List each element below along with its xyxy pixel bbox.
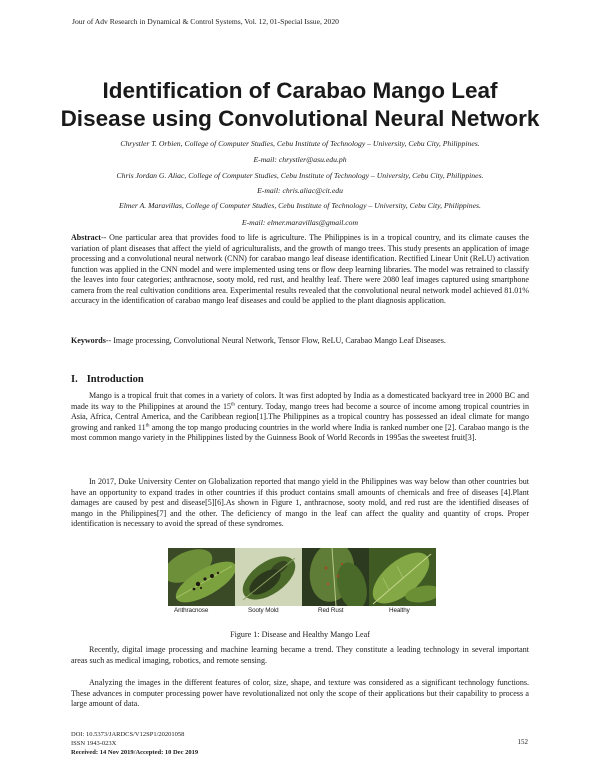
figure-label-healthy: Healthy [389, 607, 410, 614]
abstract [71, 233, 529, 307]
section-title: Introduction [86, 374, 144, 385]
page-number: 152 [517, 738, 528, 746]
author-1-affiliation: Chrystler T. Orbien, College of Computer Studies, Cebu Institute of Technology – University, Cebu City, Philippines. [120, 139, 480, 148]
journal-header: Jour of Adv Research in Dynamical & Control Systems, Vol. 12, 01-Special Issue, 2020 [72, 17, 339, 26]
red-rust-leaf-image [302, 548, 369, 606]
author-2-affiliation: Chris Jordan G. Aliac, College of Computer Studies, Cebu Institute of Technology – University, Cebu City, Philippines. [116, 171, 484, 180]
sooty-mold-leaf-image [235, 548, 302, 606]
author-3-affiliation: Elmer A. Maravillas, College of Computer Studies, Cebu Institute of Technology – University, Cebu City, Philippines. [119, 201, 481, 210]
anthracnose-leaf-image [168, 548, 235, 606]
figure-label-sooty-mold: Sooty Mold [248, 607, 279, 614]
footer-doi: DOI: 10.5373/JARDCS/V12SP1/20201058 [71, 731, 185, 738]
paper-title [60, 77, 540, 133]
keywords-text: -- Image processing, Convolutional Neural Network, Tensor Flow, ReLU, Carabao Mango Leaf Diseases. [105, 336, 446, 345]
footer-issn: ISSN 1943-023X [71, 740, 117, 747]
keywords-label: Keywords [71, 336, 106, 345]
title-line-2: Disease using Convolutional Neural Network [60, 106, 540, 131]
author-2-email: E-mail: chris.aliac@cit.edu [257, 186, 343, 195]
title-line-1: Identification of Carabao Mango Leaf [102, 78, 498, 103]
figure-label-red-rust: Red Rust [318, 607, 344, 614]
intro-paragraph-4: Analyzing the images in the different features of color, size, shape, and texture was considered as a significant technology functions. These advances in computer processing power have revolutionalized not only the scope of their applications but their capability to process a large amount of data. [71, 678, 529, 708]
intro-paragraph-3: Recently, digital image processing and machine learning became a trend. They constitute a leading technology in several important areas such as medical imaging, robotics, and remote sensing. [71, 645, 529, 665]
intro-paragraph-2: In 2017, Duke University Center on Globalization reported that mango yield in the Philippines was way below than other countries but have an opportunity to expand trades in other countries if this product contains small amounts of chemicals and free of diseases [4].Plant damages are caused by pest and disease[5][6].As shown in Figure 1, anthracnose, sooty mold, and red rust are the identified diseases of mango in the Philippines[7] and the other. The deficiency of mango in the leaf can affect the quality and quantity of crops. Proper identification is necessary to avoid the spread of these syndromes. [71, 477, 529, 528]
figure-1-images [168, 548, 436, 606]
keywords [71, 336, 529, 347]
figure-1-caption: Figure 1: Disease and Healthy Mango Leaf [230, 630, 370, 639]
figure-label-anthracnose: Anthracnose [174, 607, 209, 614]
footer-dates: Received: 14 Nov 2019/Accepted: 10 Dec 2019 [71, 749, 199, 756]
abstract-text: -- One particular area that provides food to life is agriculture. The Philippines is in a tropical country, and its climate causes the variation of plant diseases that affect the yield of agriculturalists, and the growth of mango trees. This study presents an application of image processing and a convolutional neural network (CNN) for carabao mango leaf disease identification. Rectified Linear Unit (ReLU) activation function was applied in the CNN model and were implemented using tens or flow deep learning libraries. The model was retrained to classify the leaves into four categories; anthracnose, sooty mold, red rust, and healthy leaf. There were 2080 leaf images captured using smartphone camera from the real cultivation conditions area. Experimental results revealed that the convolutional neural network model achieved 81.01% accuracy in the identification of carabao mango leaf diseases and could be applied to the plant diagnosis application. [71, 233, 529, 305]
intro-paragraph-1: Mango is a tropical fruit that comes in a variety of colors. It was first adopted by India as a domesticated backyard tree in 2000 BC and made its way to the Philippines at around the 15th century. Today, mango trees had become a source of income among tropical countries in Asia, Africa, Central America, and the Caribbean region[1].The Philippines as a tropical country has possessed an ideal climate for mango growing and ranked 11th among the top mango producing countries in the world where India is ranked number one [2]. Carabao mango is the most common mango variety in the Philippines listed by the Guinness Book of World Records in 1995as the sweetest fruit[3]. [71, 391, 529, 442]
healthy-leaf-image [369, 548, 436, 606]
section-heading-introduction [71, 374, 153, 385]
author-3-email: E-mail: elmer.maravillas@gmail.com [241, 218, 359, 227]
author-1-email: E-mail: chrystler@asu.edu.ph [253, 155, 347, 164]
abstract-label: Abstract [71, 233, 101, 242]
section-number: I. [71, 374, 78, 385]
